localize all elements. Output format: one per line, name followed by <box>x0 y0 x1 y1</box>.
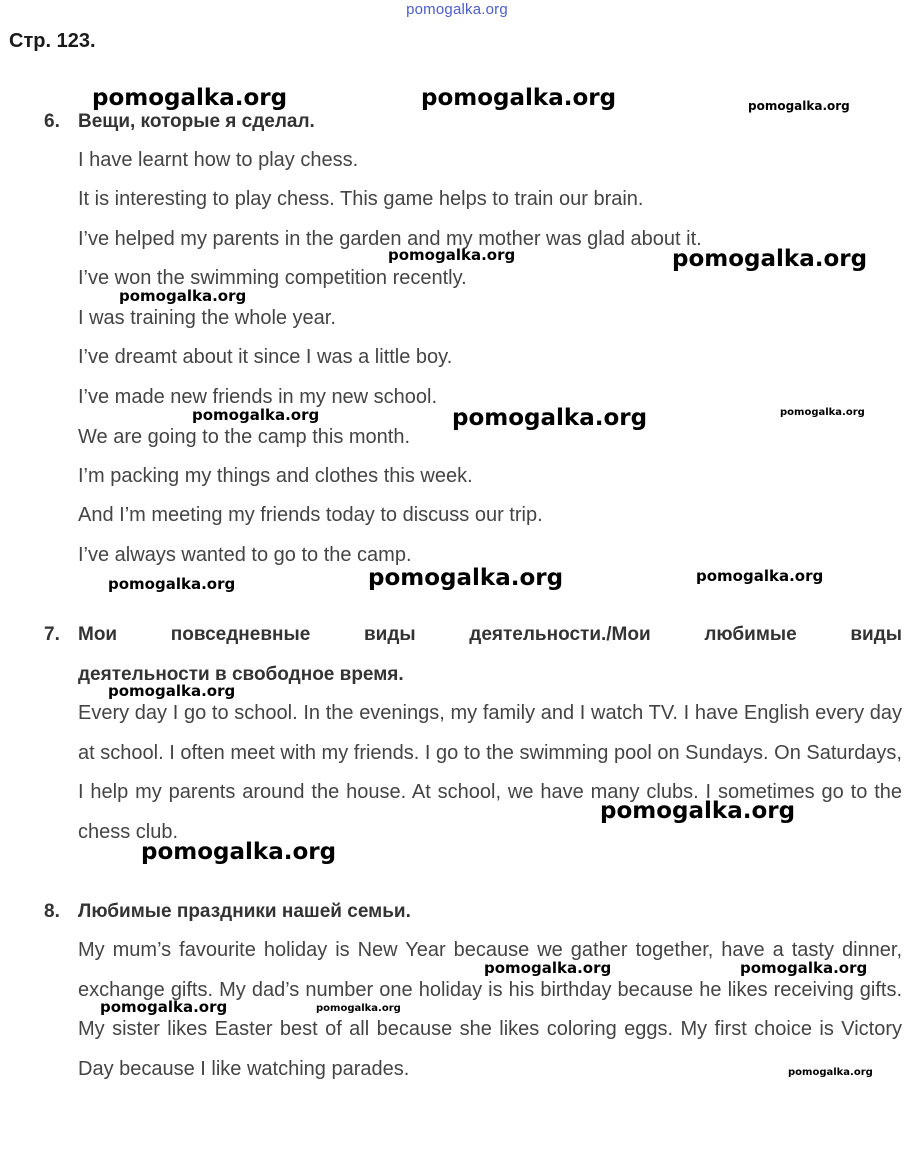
watermark: pomogalka.org <box>119 287 247 305</box>
watermark: pomogalka.org <box>780 407 865 418</box>
watermark: pomogalka.org <box>316 1003 401 1014</box>
section-7-title-line-2: деятельности в свободное время. <box>78 664 404 685</box>
watermark: pomogalka.org <box>92 85 288 111</box>
section-6-line: And I’m meeting my friends today to discuss our trip. <box>78 504 543 526</box>
site-watermark-top: pomogalka.org <box>406 1 508 18</box>
section-6-line: I’ve helped my parents in the garden and my mother was glad about it. <box>78 228 702 250</box>
section-8-number: 8. <box>44 901 60 922</box>
section-6-line: I’m packing my things and clothes this week. <box>78 465 473 487</box>
section-6-line: I was training the whole year. <box>78 307 336 329</box>
section-6-line: I’ve always wanted to go to the camp. <box>78 544 412 566</box>
section-7-paragraph: Every day I go to school. In the evenings, my family and I watch TV. I have English every day at school. I often meet with my friends. I go to the swimming pool on Sundays. On Saturdays, I help my parents around the house. At school, we have many clubs. I sometimes go to the chess club. <box>78 702 902 843</box>
watermark: pomogalka.org <box>421 85 617 111</box>
watermark: pomogalka.org <box>192 406 320 424</box>
section-6-line: I’ve dreamt about it since I was a little boy. <box>78 346 453 368</box>
section-6-line: I’ve won the swimming competition recently. <box>78 267 467 289</box>
watermark: pomogalka.org <box>108 575 236 593</box>
watermark: pomogalka.org <box>600 798 796 824</box>
section-7-number: 7. <box>44 624 60 645</box>
section-7-title-line-1: Мои повседневные виды деятельности./Мои любимые виды <box>78 624 902 645</box>
watermark: pomogalka.org <box>484 959 612 977</box>
watermark: pomogalka.org <box>672 246 868 272</box>
watermark: pomogalka.org <box>368 565 564 591</box>
watermark: pomogalka.org <box>696 567 824 585</box>
watermark: pomogalka.org <box>141 839 337 865</box>
section-8-paragraph: My mum’s favourite holiday is New Year because we gather together, have a tasty dinner, exchange gifts. My dad’s number one holiday is his birthday because he likes receiving gifts. My sister likes Easter best of all because she likes coloring eggs. My first choice is Victory Day because I like watching parades. <box>78 939 902 1080</box>
watermark: pomogalka.org <box>108 682 236 700</box>
page-label: Стр. 123. <box>9 30 96 52</box>
section-6-line: We are going to the camp this month. <box>78 426 411 448</box>
watermark: pomogalka.org <box>100 998 228 1016</box>
watermark: pomogalka.org <box>788 1067 873 1078</box>
watermark: pomogalka.org <box>388 246 516 264</box>
watermark: pomogalka.org <box>452 405 648 431</box>
watermark: pomogalka.org <box>740 959 868 977</box>
section-6-number: 6. <box>44 111 60 132</box>
section-6-line: I have learnt how to play chess. <box>78 149 359 171</box>
section-6-title: Вещи, которые я сделал. <box>78 111 315 132</box>
watermark: pomogalka.org <box>748 99 850 113</box>
section-6-line: It is interesting to play chess. This game helps to train our brain. <box>78 188 644 210</box>
section-8-title: Любимые праздники нашей семьи. <box>78 901 411 922</box>
section-6-line: I’ve made new friends in my new school. <box>78 386 438 408</box>
